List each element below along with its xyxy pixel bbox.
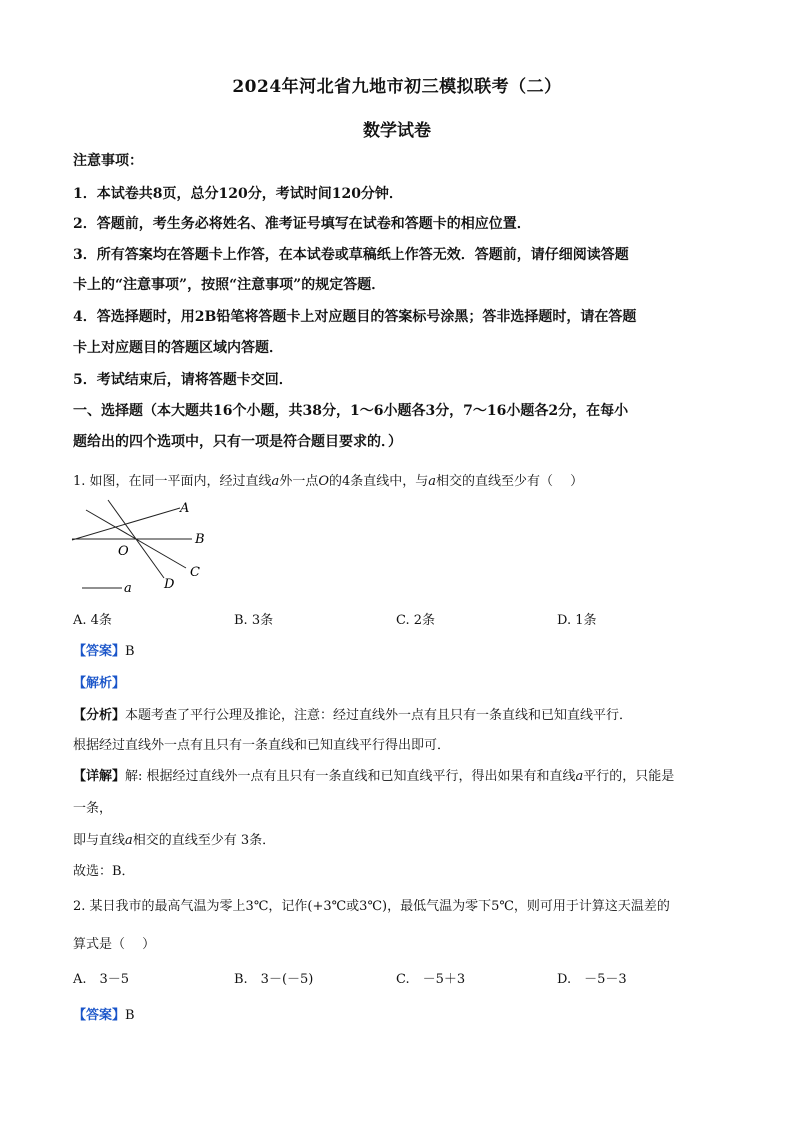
temp-notation: (+3℃或3℃) <box>307 899 388 914</box>
q1-choose: 故选：B． <box>73 864 135 879</box>
note-item-3: 3．所有答案均在答题卡上作答，在本试卷或草稿纸上作答无效．答题前，请仔细阅读答题 <box>73 247 629 263</box>
note-item-4-cont: 卡上对应题目的答题区域内答题． <box>73 340 283 356</box>
q1-analysis-tag: 【解析】 <box>73 676 126 691</box>
q2-option-c: C. －5＋3 <box>396 972 466 987</box>
q1-option-c: C. 2条 <box>396 613 436 628</box>
q2-option-d: D. －5－3 <box>557 972 627 987</box>
answer-tag: 【答案】 <box>73 1008 126 1023</box>
note-item-3-cont: 卡上的“注意事项”，按照“注意事项”的规定答题． <box>73 277 386 293</box>
q2-option-a: A. 3－5 <box>73 972 130 987</box>
q1-detail: 【详解】解: 根据经过直线外一点有且只有一条直线和已知直线平行，得出如果有和直线a平行的，只能是 <box>73 769 675 784</box>
fenxi-tag: 【分析】 <box>73 708 126 723</box>
q1-answer <box>73 640 733 659</box>
q1-option-a: A. 4条 <box>73 613 112 628</box>
label-O: O <box>118 544 129 559</box>
label-D: D <box>164 577 175 592</box>
q1-fenxi: 【分析】本题考查了平行公理及推论，注意：经过直线外一点有且只有一条直线和已知直线平行． <box>73 708 633 723</box>
label-C: C <box>190 565 200 580</box>
line-a-symbol: a <box>428 474 437 489</box>
q1-option-b: B. 3条 <box>234 613 274 628</box>
q2-answer <box>73 1004 733 1023</box>
q1-figure <box>68 498 228 600</box>
section-heading-line2: 题给出的四个选项中，只有一项是符合题目要求的．） <box>73 434 402 450</box>
label-B: B <box>195 532 205 547</box>
page-subtitle: 数学试卷 <box>363 121 431 141</box>
detail-tag: 【详解】 <box>73 769 126 784</box>
q1-detail-conclusion: 即与直线a相交的直线至少有 3条． <box>73 833 276 848</box>
note-item-1: 1．本试卷共8页，总分120分，考试时间120分钟． <box>73 186 403 202</box>
notes-heading: 注意事项： <box>73 153 143 169</box>
q1-stem: 1. 如图，在同一平面内，经过直线a外一点O的4条直线中，与a相交的直线至少有（ ） <box>73 474 584 489</box>
line-oa <box>72 508 180 540</box>
note-item-5: 5．考试结束后，请将答题卡交回． <box>73 372 293 388</box>
q1-detail-cont: 一条， <box>73 801 113 816</box>
label-a: a <box>124 581 132 596</box>
temp-low: 5℃ <box>491 899 514 914</box>
section-heading-line1: 一、选择题（本大题共16个小题，共38分，1～6小题各3分，7～16小题各2分，在每小 <box>73 403 629 419</box>
point-o-symbol: O <box>318 474 329 489</box>
q2-stem: 2. 某日我市的最高气温为零上3℃，记作(+3℃或3℃)，最低气温为零下5℃，则可用于计算这天温差的 <box>73 899 670 914</box>
q2-stem-cont: 算式是（ ） <box>73 937 156 952</box>
answer-tag: 【答案】 <box>73 644 126 659</box>
answer-value: B <box>125 1008 135 1023</box>
q2-option-b: B. 3－(－5) <box>234 972 314 987</box>
line-a-symbol: a <box>271 474 280 489</box>
temp-high: 3℃ <box>245 899 269 914</box>
q1-option-d: D. 1条 <box>557 613 597 628</box>
answer-value: B <box>125 644 135 659</box>
note-item-4: 4．答选择题时，用2B铅笔将答题卡上对应题目的答案标号涂黑；答非选择题时，请在答题 <box>73 309 637 325</box>
note-item-2: 2．答题前，考生务必将姓名、准考证号填写在试卷和答题卡的相应位置． <box>73 216 531 232</box>
page-title: 2024年河北省九地市初三模拟联考（二） <box>232 77 562 97</box>
q1-fenxi-2: 根据经过直线外一点有且只有一条直线和已知直线平行得出即可． <box>73 738 451 753</box>
label-A: A <box>180 501 190 516</box>
